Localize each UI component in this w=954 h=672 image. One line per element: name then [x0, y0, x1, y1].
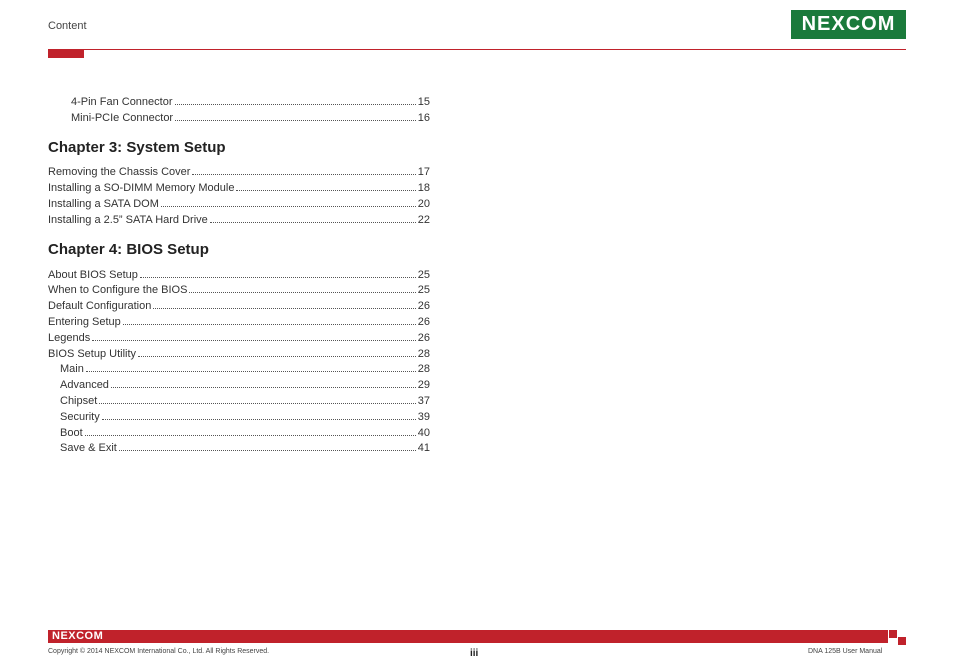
toc-entry-title: Advanced [60, 379, 109, 392]
toc-entry-title: Mini-PCIe Connector [71, 111, 174, 124]
toc-entry[interactable] [48, 281, 430, 297]
toc-entry-title: Security [60, 410, 100, 423]
page-number: iii [470, 648, 479, 659]
toc-entry-page: 26 [417, 300, 430, 313]
table-of-contents [48, 92, 430, 454]
toc-entry-page: 17 [417, 166, 430, 179]
toc-entry-title: Removing the Chassis Cover [48, 166, 191, 179]
toc-entry[interactable] [48, 210, 430, 226]
toc-entry-page: 15 [417, 95, 430, 108]
toc-entry-page: 39 [417, 410, 430, 423]
toc-entry-title: Installing a 2.5” SATA Hard Drive [48, 213, 208, 226]
toc-entry[interactable] [48, 312, 430, 328]
footer-bar [48, 630, 888, 643]
toc-entry-page: 26 [417, 315, 430, 328]
leader-dots [140, 277, 416, 278]
leader-dots [175, 120, 416, 121]
chapter-4-heading[interactable]: Chapter 4: BIOS Setup [48, 240, 209, 258]
leader-dots [192, 174, 415, 175]
header-rule [48, 49, 906, 50]
footer-logo: NEXCOM [52, 630, 104, 642]
toc-entry[interactable] [48, 296, 430, 312]
leader-dots [111, 387, 416, 388]
header-tab [48, 49, 84, 58]
logo-text: NEXCOM [801, 13, 896, 35]
leader-dots [123, 324, 416, 325]
copyright-text: Copyright © 2014 NEXCOM International Co., Ltd. All Rights Reserved. [48, 648, 270, 655]
toc-sub-entry[interactable] [48, 439, 430, 455]
toc-entry-page: 40 [417, 426, 430, 439]
leader-dots [210, 222, 416, 223]
toc-entry-title: Entering Setup [48, 315, 121, 328]
toc-entry-title: 4-Pin Fan Connector [71, 95, 173, 108]
toc-entry-title: BIOS Setup Utility [48, 347, 137, 360]
toc-entry[interactable] [48, 92, 430, 108]
toc-entry-page: 25 [417, 268, 430, 281]
toc-entry-page: 26 [417, 331, 430, 344]
toc-sub-entry[interactable] [48, 391, 430, 407]
toc-entry-title: Main [60, 363, 84, 376]
toc-entry[interactable] [48, 108, 430, 124]
manual-name: DNA 125B User Manual [808, 648, 883, 655]
toc-entry[interactable] [48, 163, 430, 179]
leader-dots [99, 403, 415, 404]
leader-dots [138, 356, 416, 357]
toc-entry-title: Save & Exit [60, 442, 117, 455]
toc-entry-title: About BIOS Setup [48, 268, 138, 281]
toc-entry-title: Installing a SATA DOM [48, 197, 159, 210]
leader-dots [86, 371, 416, 372]
toc-entry[interactable] [48, 265, 430, 281]
leader-dots [119, 450, 416, 451]
leader-dots [161, 206, 416, 207]
toc-entry-title: Installing a SO-DIMM Memory Module [48, 182, 235, 195]
toc-entry[interactable] [48, 178, 430, 194]
toc-entry-page: 28 [417, 347, 430, 360]
toc-entry-title: Chipset [60, 394, 98, 407]
toc-entry-page: 22 [417, 213, 430, 226]
toc-entry-page: 20 [417, 197, 430, 210]
chapter-3-heading[interactable]: Chapter 3: System Setup [48, 138, 226, 156]
leader-dots [153, 308, 415, 309]
toc-entry-title: Legends [48, 331, 91, 344]
toc-entry-title: Default Configuration [48, 300, 152, 313]
footer-square [889, 630, 897, 638]
toc-entry[interactable] [48, 194, 430, 210]
nexcom-logo [791, 10, 906, 39]
toc-entry[interactable] [48, 328, 430, 344]
toc-entry-page: 28 [417, 363, 430, 376]
toc-entry-title: When to Configure the BIOS [48, 284, 188, 297]
leader-dots [85, 435, 416, 436]
toc-entry-title: Boot [60, 426, 83, 439]
toc-entry-page: 25 [417, 284, 430, 297]
leader-dots [102, 419, 416, 420]
toc-entry-page: 18 [417, 182, 430, 195]
header-label: Content [48, 20, 87, 32]
toc-entry-page: 41 [417, 442, 430, 455]
leader-dots [92, 340, 416, 341]
toc-sub-entry[interactable] [48, 423, 430, 439]
toc-sub-entry[interactable] [48, 360, 430, 376]
leader-dots [189, 292, 415, 293]
leader-dots [175, 104, 416, 105]
leader-dots [236, 190, 415, 191]
toc-sub-entry[interactable] [48, 407, 430, 423]
toc-sub-entry[interactable] [48, 375, 430, 391]
toc-entry-page: 29 [417, 379, 430, 392]
footer-square [898, 637, 906, 645]
toc-entry-page: 37 [417, 394, 430, 407]
toc-entry[interactable] [48, 344, 430, 360]
toc-entry-page: 16 [417, 111, 430, 124]
